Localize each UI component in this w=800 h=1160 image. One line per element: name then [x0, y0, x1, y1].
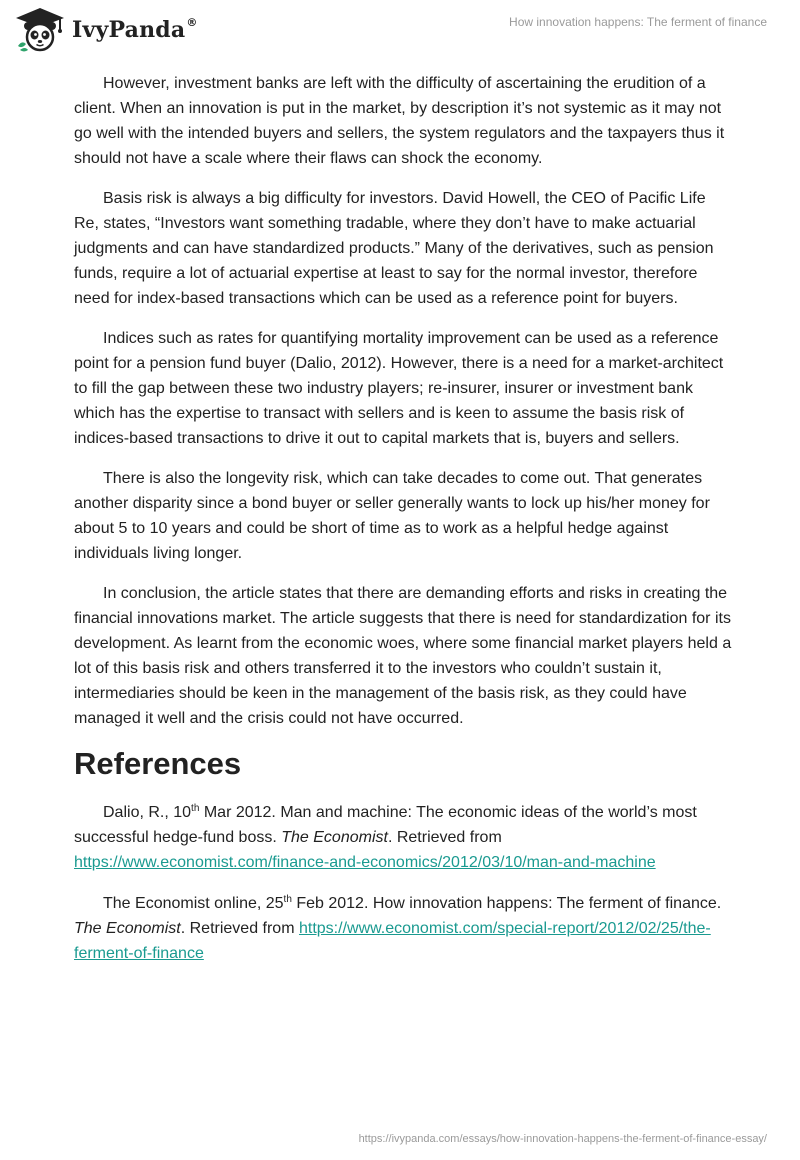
body-paragraph-2: Basis risk is always a big difficulty for investors. David Howell, the CEO of Pacific Life Re, states, “Investors want something tradable, where they don’t have to make actuarial judgments and can have standardized products.” Many of the derivatives, such as pension funds, require a lot of actuarial expertise at least to say for the normal investor, therefore need for index-based transactions which can be used as a reference point for buyers.: [74, 190, 714, 307]
reference-2-ordinal: th: [283, 894, 292, 905]
reference-1-journal: The Economist: [281, 829, 388, 846]
logo-wordmark: [72, 17, 198, 43]
ivypanda-logo[interactable]: [14, 6, 198, 52]
body-paragraph-5: In conclusion, the article states that there are demanding efforts and risks in creating the financial innovations market. The article suggests that there is need for standardization for its development. As learnt from the economic woes, where some financial market players held a lot of this basis risk and others transferred it to the investors who couldn’t sustain it, intermediaries should be keen in the management of the basis risk, as they could have managed it well and the crisis could not have occurred.: [74, 585, 732, 727]
body-paragraph-3: Indices such as rates for quantifying mortality improvement can be used as a reference point for a pension fund buyer (Dalio, 2012). However, there is a need for a market-architect to fill the gap between these two industry players; re-insurer, insurer or investment bank which has the expertise to transact with sellers and is keen to assume the basis risk of indices-based transactions to drive it out to capital markets that is, buyers and sellers.: [74, 330, 724, 447]
reference-2-middle: Feb 2012. How innovation happens: The ferment of finance.: [291, 895, 722, 912]
reference-1-suffix: . Retrieved from: [387, 829, 502, 846]
body-paragraph-1: However, investment banks are left with the difficulty of ascertaining the erudition of a client. When an innovation is put in the market, by description it’s not systemic as it may not go well with the intended buyers and sellers, the system regulators and the taxpayers thus it should not have a scale where their flaws can shock the economy.: [74, 75, 725, 167]
reference-2-prefix: The Economist online, 25: [103, 895, 284, 912]
references-heading: References: [74, 746, 242, 781]
reference-2-journal: The Economist: [74, 920, 181, 937]
reference-item-1: [74, 800, 734, 875]
reference-2-suffix: . Retrieved from: [180, 920, 299, 937]
reference-1-middle: Mar 2012. Man and machine: The economic ideas of the world’s most successful hedge-fund boss.: [74, 804, 697, 846]
reference-1-prefix: Dalio, R., 10: [103, 804, 192, 821]
page-header: [0, 0, 800, 60]
reference-item-2: [74, 891, 734, 966]
reference-1-ordinal: th: [191, 803, 200, 814]
reference-2-link[interactable]: https://www.economist.com/special-report/2012/02/25/the-ferment-of-finance: [74, 920, 711, 962]
body-paragraph-4: There is also the longevity risk, which can take decades to come out. That generates another disparity since a bond buyer or seller generally wants to lock up his/her money for about 5 to 10 years and could be short of time as to work as a helpful hedge against individuals living longer.: [74, 470, 710, 562]
document-title: How innovation happens: The ferment of finance: [509, 15, 767, 29]
footer-url: https://ivypanda.com/essays/how-innovation-happens-the-ferment-of-finance-essay/: [358, 1133, 767, 1145]
essay-content: [74, 71, 734, 982]
panda-graduate-icon: [14, 6, 66, 52]
registered-mark: ®: [186, 16, 198, 29]
logo-text: IvyPanda: [72, 17, 186, 43]
reference-1-link[interactable]: https://www.economist.com/finance-and-economics/2012/03/10/man-and-machine: [74, 854, 656, 871]
